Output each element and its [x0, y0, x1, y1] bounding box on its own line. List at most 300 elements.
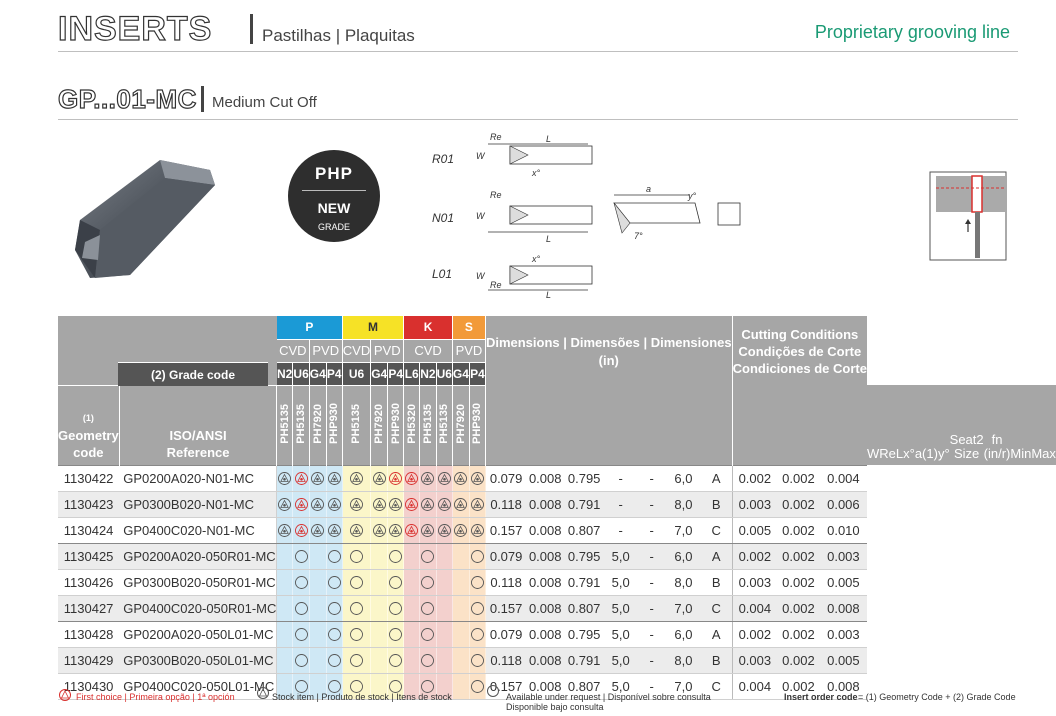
- min-cell: 0.002: [777, 543, 820, 569]
- title-divider: [250, 14, 253, 44]
- grade-availability-cell: [371, 543, 388, 569]
- a-cell: -: [637, 595, 666, 621]
- grade-availability-cell: [452, 491, 469, 517]
- grade-availability-cell: [469, 491, 485, 517]
- stock-item-icon: [310, 471, 325, 486]
- first-choice-icon: [294, 523, 309, 538]
- geometry-code-cell: 1130426: [58, 569, 119, 595]
- grade-availability-cell: [388, 517, 404, 543]
- dimensions-unit: (in): [598, 353, 619, 368]
- grade-name-4: [342, 385, 370, 465]
- seat-size-cell: B: [701, 569, 732, 595]
- available-request-icon: [294, 549, 309, 564]
- grade-availability-cell: [388, 595, 404, 621]
- grade-availability-cell: [469, 569, 485, 595]
- cutting-conditions-header: [732, 316, 867, 465]
- grade-name-11: [469, 385, 485, 465]
- iso-reference-cell: GP0200A020-N01-MC: [119, 465, 277, 491]
- first-choice-icon: [294, 471, 309, 486]
- grade-code-0: N2: [277, 362, 293, 385]
- min-cell: 0.002: [777, 673, 820, 699]
- grade-name-text: PH5135: [295, 403, 308, 444]
- grade-name-text: PH7920: [311, 403, 324, 444]
- grade-name-6: [388, 385, 404, 465]
- available-request-icon: [349, 549, 364, 564]
- table-row: [58, 491, 1056, 517]
- grade-availability-cell: [420, 543, 436, 569]
- available-request-icon: [420, 575, 435, 590]
- min-cell: 0.002: [777, 569, 820, 595]
- label-w-1: W: [476, 151, 485, 161]
- grade-name-text: PH5135: [350, 403, 363, 444]
- label-y: y°: [688, 191, 697, 201]
- grade-availability-cell: [293, 543, 309, 569]
- w-cell: 0.118: [485, 491, 526, 517]
- stock-item-icon: [277, 471, 292, 486]
- stock-item-icon: [349, 523, 364, 538]
- fn-cell: 0.003: [732, 647, 777, 673]
- col-a-header: a(1): [915, 385, 938, 465]
- grade-availability-cell: [277, 543, 293, 569]
- stock-item-icon: [327, 497, 342, 512]
- grade-availability-cell: [371, 621, 388, 647]
- max-cell: 0.005: [820, 569, 867, 595]
- available-request-icon: [349, 627, 364, 642]
- l-cell: 0.807: [564, 517, 604, 543]
- insert-image: [70, 150, 220, 285]
- label-l-2: L: [546, 234, 552, 244]
- grade-code-11: P4: [469, 362, 485, 385]
- label-l01: L01: [432, 267, 453, 281]
- geometry-diagram: [428, 128, 598, 300]
- product-subtitle: Medium Cut Off: [212, 94, 317, 111]
- grade-code-2: G4: [309, 362, 326, 385]
- available-request-icon: [327, 627, 342, 642]
- geometry-ref: (1): [82, 412, 94, 423]
- l-cell: 0.807: [564, 595, 604, 621]
- w-cell: 0.118: [485, 647, 526, 673]
- grade-availability-cell: [277, 517, 293, 543]
- grade-availability-cell: [452, 647, 469, 673]
- geometry-code-label: code: [73, 444, 104, 460]
- stock-item-icon: [372, 497, 387, 512]
- grade-availability-cell: [326, 595, 342, 621]
- label-re-1: Re: [490, 132, 502, 142]
- max-cell: 0.003: [820, 543, 867, 569]
- re-cell: 0.008: [526, 595, 564, 621]
- grade-name-text: PH5320: [405, 403, 418, 444]
- seat-size-cell: C: [701, 673, 732, 699]
- fn-cell: 0.004: [732, 595, 777, 621]
- coating-s-pvd: PVD: [452, 339, 485, 362]
- available-request-icon: [388, 627, 403, 642]
- coating-k-cvd: CVD: [404, 339, 453, 362]
- grade-availability-cell: [436, 465, 452, 491]
- grade-availability-cell: [371, 465, 388, 491]
- grade-availability-cell: [309, 595, 326, 621]
- grade-availability-cell: [388, 465, 404, 491]
- grade-name-2: [309, 385, 326, 465]
- fn-cell: 0.005: [732, 517, 777, 543]
- legend-stock: Stock item | Produto de stock | Itens de stock: [272, 692, 452, 702]
- iso-reference-cell: GP0300B020-050R01-MC: [119, 569, 277, 595]
- available-request-icon: [470, 575, 485, 590]
- side-view-diagram: [600, 175, 750, 245]
- col-max-header: Max: [1031, 385, 1056, 465]
- x-cell: 5,0: [604, 543, 637, 569]
- available-request-icon: [294, 575, 309, 590]
- grade-availability-cell: [342, 569, 370, 595]
- grade-availability-cell: [420, 517, 436, 543]
- grade-availability-cell: [326, 647, 342, 673]
- a-cell: -: [637, 673, 666, 699]
- a-cell: -: [637, 517, 666, 543]
- re-cell: 0.008: [526, 569, 564, 595]
- available-request-icon: [349, 575, 364, 590]
- a-cell: -: [637, 569, 666, 595]
- l-cell: 0.791: [564, 647, 604, 673]
- grade-code-6: P4: [388, 362, 404, 385]
- grade-availability-cell: [452, 595, 469, 621]
- col-re-header: Re: [879, 385, 896, 465]
- grade-availability-cell: [436, 647, 452, 673]
- stock-item-icon: [327, 471, 342, 486]
- label-x-1: x°: [532, 168, 541, 178]
- grade-availability-cell: [293, 517, 309, 543]
- label-w-3: W: [476, 271, 485, 281]
- grade-availability-cell: [420, 595, 436, 621]
- product-title: GP...01-MC: [58, 84, 197, 114]
- stock-item-icon: [388, 523, 403, 538]
- grade-code-10: G4: [452, 362, 469, 385]
- grade-name-text: PH5135: [421, 403, 434, 444]
- label-seven: 7°: [634, 231, 643, 241]
- legend: [58, 688, 1018, 712]
- seat-size-cell: A: [701, 621, 732, 647]
- grade-availability-cell: [293, 647, 309, 673]
- label-re-3: Re: [490, 280, 502, 290]
- size-label: Size: [954, 446, 980, 461]
- available-request-icon: [420, 653, 435, 668]
- stock-item-icon: [349, 497, 364, 512]
- grade-availability-cell: [371, 569, 388, 595]
- col-seat-header: [950, 385, 984, 465]
- stock-item-icon: [310, 497, 325, 512]
- max-cell: 0.003: [820, 621, 867, 647]
- grade-availability-cell: [469, 517, 485, 543]
- available-request-icon: [327, 549, 342, 564]
- geometry-code-cell: 1130428: [58, 621, 119, 647]
- coating-m-pvd: PVD: [371, 339, 404, 362]
- badge-new: NEW: [317, 200, 351, 216]
- x-cell: 5,0: [604, 647, 637, 673]
- grade-availability-cell: [326, 465, 342, 491]
- x-cell: -: [604, 465, 637, 491]
- l-cell: 0.791: [564, 491, 604, 517]
- available-request-icon: [327, 601, 342, 616]
- stock-item-icon: [372, 523, 387, 538]
- grade-name-text: PH5135: [278, 403, 291, 444]
- seat-size-cell: B: [701, 647, 732, 673]
- seat-diagram: [928, 170, 1008, 262]
- label-n01: N01: [432, 211, 455, 225]
- grade-availability-cell: [326, 569, 342, 595]
- stock-item-icon: [277, 497, 292, 512]
- fn-label: fn: [991, 432, 1003, 447]
- grade-code-4: U6: [342, 362, 370, 385]
- grade-availability-cell: [469, 543, 485, 569]
- available-request-icon: [388, 575, 403, 590]
- y-cell: 8,0: [666, 569, 700, 595]
- grade-availability-cell: [309, 647, 326, 673]
- stock-item-icon: [437, 523, 452, 538]
- l-cell: 0.795: [564, 465, 604, 491]
- grade-availability-cell: [452, 465, 469, 491]
- grade-availability-cell: [420, 465, 436, 491]
- grade-availability-cell: [293, 595, 309, 621]
- iso-label: ISO/ANSI: [169, 427, 227, 443]
- w-cell: 0.118: [485, 569, 526, 595]
- a-cell: -: [637, 543, 666, 569]
- stock-item-icon: [453, 497, 468, 512]
- iso-reference-cell: GP0300B020-050L01-MC: [119, 647, 277, 673]
- grade-availability-cell: [404, 621, 420, 647]
- grade-availability-cell: [436, 621, 452, 647]
- grade-availability-cell: [277, 621, 293, 647]
- grade-availability-cell: [371, 595, 388, 621]
- label-a: a: [646, 184, 652, 194]
- y-cell: 6,0: [666, 465, 700, 491]
- y-cell: 7,0: [666, 517, 700, 543]
- grade-availability-cell: [326, 517, 342, 543]
- grade-name-0: [277, 385, 293, 465]
- stock-item-icon: [437, 471, 452, 486]
- grade-availability-cell: [404, 465, 420, 491]
- a-cell: -: [637, 491, 666, 517]
- re-cell: 0.008: [526, 647, 564, 673]
- coating-p-pvd: PVD: [309, 339, 342, 362]
- stock-item-icon: [420, 471, 435, 486]
- min-cell: 0.002: [777, 465, 820, 491]
- grade-availability-cell: [293, 569, 309, 595]
- material-k: K: [404, 316, 453, 339]
- table-row: [58, 465, 1056, 491]
- grade-availability-cell: [326, 491, 342, 517]
- min-cell: 0.002: [777, 517, 820, 543]
- iso-reference-header: [119, 385, 277, 465]
- grade-name-text: PH5135: [438, 403, 451, 444]
- grade-name-text: PHP930: [328, 403, 341, 444]
- stock-item-icon: [420, 497, 435, 512]
- cutting-header-1: Cutting Conditions: [741, 327, 859, 342]
- grade-availability-cell: [293, 621, 309, 647]
- dimensions-title: Dimensions | Dimensões | Dimensiones: [485, 335, 732, 350]
- available-request-icon: [294, 627, 309, 642]
- col-x-header: x°: [903, 385, 915, 465]
- product-divider: [201, 86, 204, 112]
- grade-availability-cell: [388, 647, 404, 673]
- grade-availability-cell: [436, 569, 452, 595]
- legend-request-1: Available under request | Disponível sobre consulta: [506, 692, 711, 702]
- grade-name-5: [371, 385, 388, 465]
- y-cell: 8,0: [666, 491, 700, 517]
- geometry-code-cell: 1130429: [58, 647, 119, 673]
- l-cell: 0.795: [564, 543, 604, 569]
- grade-availability-cell: [452, 621, 469, 647]
- l-cell: 0.791: [564, 569, 604, 595]
- y-cell: 7,0: [666, 673, 700, 699]
- legend-request-2: Disponible bajo consulta: [506, 702, 604, 712]
- w-cell: 0.079: [485, 621, 526, 647]
- col-fn-header: [984, 385, 1011, 465]
- grade-availability-cell: [452, 569, 469, 595]
- geometry-code-cell: 1130422: [58, 465, 119, 491]
- iso-reference-cell: GP0300B020-N01-MC: [119, 491, 277, 517]
- grade-code-7: L6: [404, 362, 420, 385]
- fn-unit: (in/r): [983, 446, 1011, 461]
- grade-availability-cell: [277, 465, 293, 491]
- grade-availability-cell: [452, 543, 469, 569]
- first-choice-icon: [404, 523, 419, 538]
- iso-reference-cell: GP0400C020-050L01-MC: [119, 673, 277, 699]
- grade-availability-cell: [469, 647, 485, 673]
- grade-availability-cell: [420, 621, 436, 647]
- grade-availability-cell: [309, 543, 326, 569]
- grade-availability-cell: [420, 491, 436, 517]
- x-cell: 5,0: [604, 621, 637, 647]
- grade-availability-cell: [277, 491, 293, 517]
- max-cell: 0.008: [820, 673, 867, 699]
- available-request-icon: [294, 653, 309, 668]
- label-w-2: W: [476, 211, 485, 221]
- cutting-header-2: Condições de Corte: [738, 344, 862, 359]
- grade-availability-cell: [404, 569, 420, 595]
- seat-size-cell: C: [701, 517, 732, 543]
- fn-cell: 0.002: [732, 621, 777, 647]
- available-request-icon: [349, 601, 364, 616]
- grade-availability-cell: [469, 621, 485, 647]
- grade-availability-cell: [309, 569, 326, 595]
- max-cell: 0.005: [820, 647, 867, 673]
- grade-availability-cell: [342, 465, 370, 491]
- stock-item-icon: [310, 523, 325, 538]
- table-row: [58, 647, 1056, 673]
- available-request-icon: [470, 653, 485, 668]
- reference-label: Reference: [166, 444, 230, 460]
- grade-availability-cell: [388, 621, 404, 647]
- grade-name-text: PH7920: [454, 403, 467, 444]
- php-grade-badge: [288, 150, 380, 242]
- grade-name-text: PH7920: [373, 403, 386, 444]
- grade-availability-cell: [420, 569, 436, 595]
- stock-item-icon: [470, 523, 485, 538]
- grade-availability-cell: [436, 517, 452, 543]
- geometry-code-cell: 1130430: [58, 673, 119, 699]
- legend-order-code-label: Insert order code: [784, 692, 858, 702]
- x-cell: 5,0: [604, 673, 637, 699]
- grade-availability-cell: [404, 595, 420, 621]
- grade-availability-cell: [371, 517, 388, 543]
- w-cell: 0.157: [485, 517, 526, 543]
- grade-availability-cell: [309, 517, 326, 543]
- geometry-code-header: [58, 385, 119, 465]
- max-cell: 0.010: [820, 517, 867, 543]
- fn-cell: 0.002: [732, 465, 777, 491]
- grade-availability-cell: [293, 465, 309, 491]
- grade-availability-cell: [404, 647, 420, 673]
- iso-reference-cell: GP0200A020-050L01-MC: [119, 621, 277, 647]
- x-cell: 5,0: [604, 569, 637, 595]
- first-choice-icon: [294, 497, 309, 512]
- grade-availability-cell: [277, 595, 293, 621]
- available-request-icon: [327, 575, 342, 590]
- first-choice-icon: [404, 471, 419, 486]
- stock-item-icon: [420, 523, 435, 538]
- table-row: [58, 543, 1056, 569]
- geometry-code-cell: 1130424: [58, 517, 119, 543]
- w-cell: 0.079: [485, 465, 526, 491]
- grade-availability-cell: [404, 543, 420, 569]
- l-cell: 0.807: [564, 673, 604, 699]
- geometry-code-cell: 1130427: [58, 595, 119, 621]
- x-cell: 5,0: [604, 595, 637, 621]
- grade-name-10: [452, 385, 469, 465]
- y-cell: 7,0: [666, 595, 700, 621]
- first-choice-icon: [58, 688, 72, 702]
- grade-availability-cell: [388, 569, 404, 595]
- a-cell: -: [637, 621, 666, 647]
- table-row: [58, 595, 1056, 621]
- grade-name-1: [293, 385, 309, 465]
- fn-cell: 0.003: [732, 569, 777, 595]
- page-title: INSERTS: [58, 10, 213, 48]
- re-cell: 0.008: [526, 491, 564, 517]
- seat-size-cell: B: [701, 491, 732, 517]
- coating-p-cvd: CVD: [277, 339, 309, 362]
- grade-availability-cell: [326, 543, 342, 569]
- available-request-icon: [420, 549, 435, 564]
- re-cell: 0.008: [526, 673, 564, 699]
- x-cell: -: [604, 491, 637, 517]
- available-request-icon: [388, 601, 403, 616]
- grade-availability-cell: [420, 647, 436, 673]
- x-cell: -: [604, 517, 637, 543]
- available-request-icon: [470, 601, 485, 616]
- stock-item-icon: [327, 523, 342, 538]
- grade-availability-cell: [342, 517, 370, 543]
- grade-availability-cell: [293, 491, 309, 517]
- grade-name-text: PHP930: [471, 403, 484, 444]
- grade-availability-cell: [404, 517, 420, 543]
- grade-availability-cell: [388, 491, 404, 517]
- available-request-icon: [327, 653, 342, 668]
- available-request-icon: [486, 684, 500, 698]
- table-row: [58, 621, 1056, 647]
- min-cell: 0.002: [777, 647, 820, 673]
- seat-label: Seat2: [949, 432, 984, 447]
- material-m: M: [342, 316, 403, 339]
- col-w-header: W: [867, 385, 879, 465]
- iso-reference-cell: GP0400C020-N01-MC: [119, 517, 277, 543]
- y-cell: 6,0: [666, 543, 700, 569]
- material-s: S: [452, 316, 485, 339]
- legend-first-choice: First choice | Primeira opção | 1ª opción: [76, 692, 235, 702]
- stock-item-icon: [388, 497, 403, 512]
- product-header: [58, 80, 1018, 120]
- fn-cell: 0.004: [732, 673, 777, 699]
- re-cell: 0.008: [526, 517, 564, 543]
- seat-size-cell: C: [701, 595, 732, 621]
